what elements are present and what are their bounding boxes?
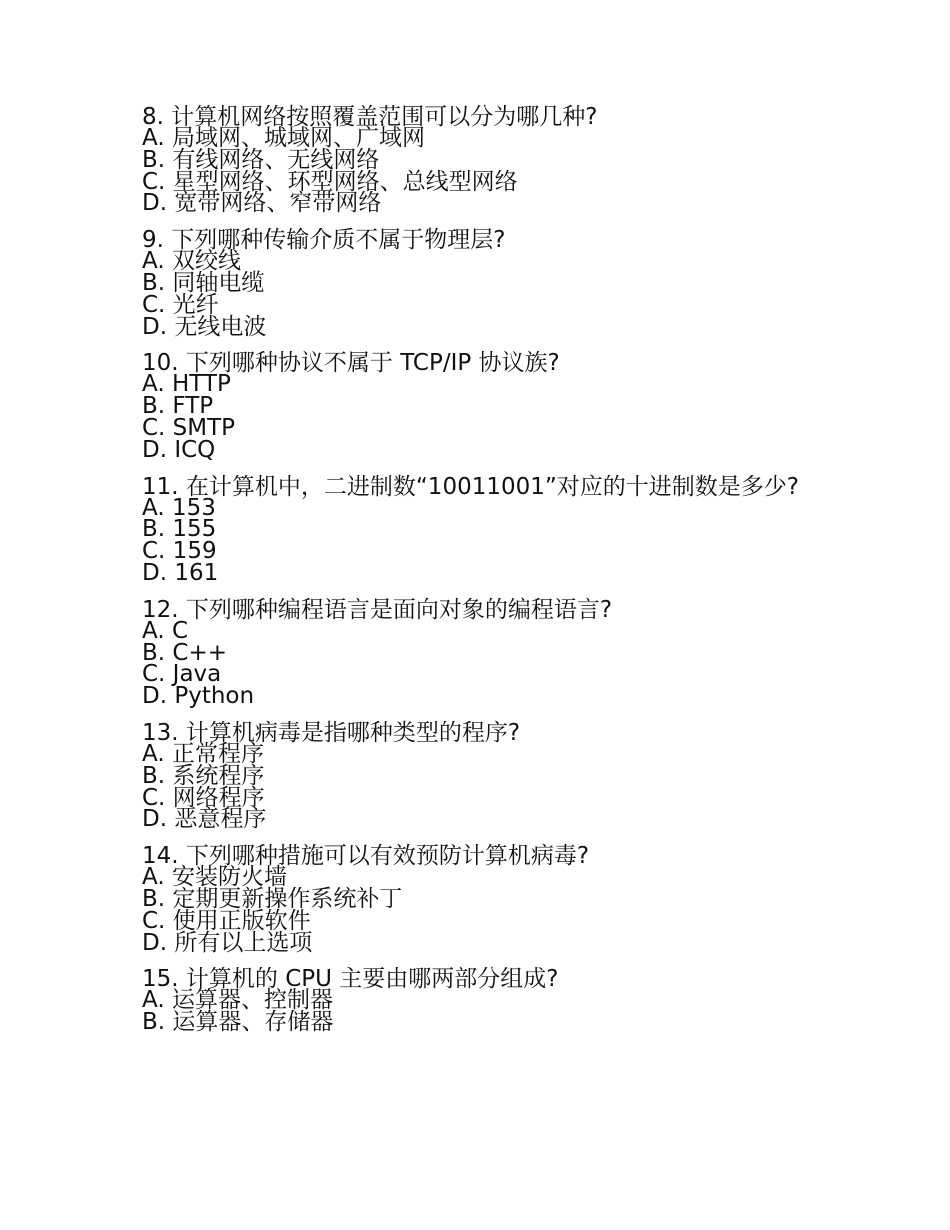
option-c: C. 网络程序 [142, 784, 265, 811]
question-11 [142, 473, 822, 586]
question-title: 15. 计算机的 CPU 主要由哪两部分组成? [142, 966, 559, 993]
option-b: B. 系统程序 [142, 762, 265, 789]
option-d: D. Python [142, 683, 255, 710]
option-d: D. ICQ [142, 436, 216, 463]
question-title: 8. 计算机网络按照覆盖范围可以分为哪几种? [142, 104, 598, 130]
question-title: 10. 下列哪种协议不属于 TCP/IP 协议族? [142, 350, 560, 377]
option-a: A. 运算器、控制器 [142, 987, 333, 1014]
option-d: D. 恶意程序 [142, 806, 267, 833]
option-a: A. 局域网、城域网、广域网 [142, 125, 425, 151]
option-a: A. 安装防火墙 [142, 864, 287, 891]
option-list [142, 248, 822, 340]
question-13 [142, 719, 822, 833]
option-c: C. Java [142, 661, 222, 688]
question-title: 9. 下列哪种传输介质不属于物理层? [142, 227, 506, 254]
option-c: C. 星型网络、环型网络、总线型网络 [142, 168, 518, 195]
option-list [142, 125, 822, 217]
option-c: C. SMTP [142, 414, 236, 441]
option-b: B. 155 [142, 516, 217, 543]
question-8 [142, 106, 822, 215]
question-14 [142, 845, 822, 954]
question-title: 14. 下列哪种措施可以有效预防计算机病毒? [142, 843, 590, 870]
option-b: B. FTP [142, 393, 214, 420]
option-b: B. C++ [142, 639, 228, 666]
option-c: C. 159 [142, 538, 217, 565]
question-10 [142, 352, 822, 461]
option-c: C. 使用正版软件 [142, 907, 311, 934]
option-list [142, 494, 822, 586]
question-title: 13. 计算机病毒是指哪种类型的程序? [142, 719, 521, 746]
option-c: C. 光纤 [142, 291, 219, 318]
option-list [142, 371, 822, 463]
option-d: D. 161 [142, 559, 219, 586]
option-a: A. 双绞线 [142, 248, 241, 275]
option-d: D. 无线电波 [142, 313, 267, 340]
question-15 [142, 968, 822, 1034]
question-12 [142, 596, 822, 710]
option-list [142, 987, 822, 1036]
option-d: D. 所有以上选项 [142, 929, 313, 956]
question-9 [142, 229, 822, 338]
document-page [142, 106, 822, 1048]
option-a: A. 正常程序 [142, 740, 264, 767]
question-title: 11. 在计算机中，二进制数“10011001”对应的十进制数是多少? [142, 473, 799, 500]
option-b: B. 有线网络、无线网络 [142, 146, 380, 173]
option-list [142, 864, 822, 956]
option-a: A. C [142, 617, 189, 644]
option-b: B. 运算器、存储器 [142, 1009, 334, 1036]
question-title: 12. 下列哪种编程语言是面向对象的编程语言? [142, 596, 613, 623]
option-list [142, 740, 822, 833]
option-b: B. 同轴电缆 [142, 269, 265, 296]
option-b: B. 定期更新操作系统补丁 [142, 885, 403, 912]
option-list [142, 617, 822, 710]
option-a: A. 153 [142, 494, 216, 521]
option-a: A. HTTP [142, 371, 231, 398]
option-d: D. 宽带网络、窄带网络 [142, 190, 382, 217]
